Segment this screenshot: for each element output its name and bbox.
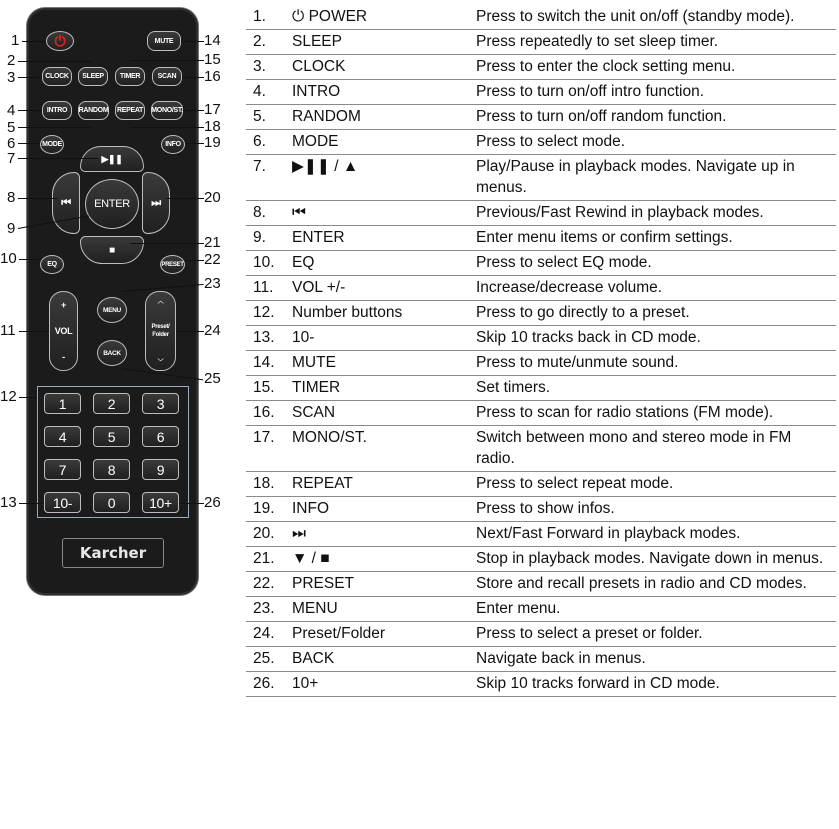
table-row (246, 130, 836, 155)
row-number: 3. (253, 58, 266, 75)
row-number: 13. (253, 329, 275, 346)
leader-line (18, 110, 42, 111)
button-description: Press to select EQ mode. (476, 254, 652, 271)
number-1-button: 1 (44, 393, 81, 414)
table-row (246, 201, 836, 226)
button-name: TIMER (292, 379, 341, 396)
row-number: 8. (253, 204, 266, 221)
button-description: Press to go directly to a preset. (476, 304, 690, 321)
callout-12: 12 (0, 388, 17, 405)
table-row (246, 326, 836, 351)
table-row (246, 376, 836, 401)
row-number: 20. (253, 525, 275, 542)
table-row (246, 672, 836, 697)
leader-line (185, 143, 204, 144)
sleep-button: SLEEP (78, 67, 108, 86)
brand-logo: Karcher (62, 538, 164, 568)
button-description: Next/Fast Forward in playback modes. (476, 525, 741, 542)
row-number: 23. (253, 600, 275, 617)
leader-line (185, 260, 204, 261)
callout-17: 17 (204, 101, 221, 118)
button-description: Set timers. (476, 379, 551, 396)
callout-19: 19 (204, 134, 221, 151)
row-number: 24. (253, 625, 275, 642)
table-row (246, 5, 836, 30)
row-number: 12. (253, 304, 275, 321)
button-description: Skip 10 tracks forward in CD mode. (476, 675, 720, 692)
button-name: REPEAT (292, 475, 353, 492)
button-name: ENTER (292, 229, 345, 246)
row-number: 25. (253, 650, 275, 667)
callout-6: 6 (7, 135, 16, 152)
preset-folder-rocker (145, 291, 176, 371)
table-row (246, 622, 836, 647)
table-row (246, 647, 836, 672)
number-8-button: 8 (93, 459, 130, 480)
callout-16: 16 (204, 68, 221, 85)
back-button: BACK (97, 340, 127, 366)
number-4-button: 4 (44, 426, 81, 447)
leader-line (181, 41, 204, 42)
callout-11: 11 (0, 322, 16, 339)
table-row (246, 597, 836, 622)
button-description-table (246, 5, 836, 697)
row-number: 26. (253, 675, 275, 692)
button-description: Increase/decrease volume. (476, 279, 663, 296)
table-row (246, 497, 836, 522)
number-5-button: 5 (93, 426, 130, 447)
button-description: Store and recall presets in radio and CD modes. (476, 575, 807, 592)
row-number: 14. (253, 354, 275, 371)
leader-line (18, 143, 40, 144)
button-description: Switch between mono and stereo mode in FM radio. (476, 429, 792, 467)
callout-5: 5 (7, 119, 16, 136)
row-number: 10. (253, 254, 275, 271)
callout-2: 2 (7, 52, 16, 69)
button-description: Stop in playback modes. Navigate down in menus. (476, 550, 824, 567)
callout-18: 18 (204, 118, 221, 135)
volume-plus-label: + (61, 300, 66, 310)
callout-4: 4 (7, 102, 16, 119)
button-name: MONO/ST. (292, 429, 367, 446)
row-number: 16. (253, 404, 275, 421)
enter-button: ENTER (85, 179, 139, 229)
plus-10-button: 10+ (142, 492, 179, 513)
button-description: Press to enter the clock setting menu. (476, 58, 736, 75)
button-name: EQ (292, 254, 315, 271)
chevron-down-icon: ﹀ (157, 360, 164, 366)
button-description: Enter menu items or confirm settings. (476, 229, 733, 246)
callout-3: 3 (7, 69, 16, 86)
row-number: 11. (253, 279, 274, 296)
leader-line (18, 198, 58, 199)
preset-folder-label: Preset/ Folder (151, 324, 170, 338)
number-7-button: 7 (44, 459, 81, 480)
mute-button: MUTE (147, 31, 181, 51)
volume-rocker (49, 291, 78, 371)
leader-line (179, 503, 204, 504)
table-row (246, 426, 836, 472)
remote-illustration (0, 0, 240, 610)
intro-button: INTRO (42, 101, 72, 120)
clock-button: CLOCK (42, 67, 72, 86)
mono-stereo-button: MONO/ST. (151, 101, 183, 120)
callout-10: 10 (0, 250, 17, 267)
table-row (246, 251, 836, 276)
button-name: 10- (292, 329, 315, 346)
volume-minus-label: - (62, 352, 65, 362)
row-number: 19. (253, 500, 275, 517)
leader-line (19, 259, 41, 260)
row-number: 6. (253, 133, 266, 150)
leader-line (18, 158, 98, 159)
button-name: MUTE (292, 354, 336, 371)
table-row (246, 276, 836, 301)
leader-line (18, 61, 92, 62)
leader-line (130, 127, 204, 128)
table-row (246, 522, 836, 547)
row-number: 21. (253, 550, 275, 567)
button-description: Press to show infos. (476, 500, 615, 517)
button-name: Number buttons (292, 304, 403, 321)
row-number: 18. (253, 475, 275, 492)
row-number: 5. (253, 108, 266, 125)
button-description: Press to turn on/off random function. (476, 108, 727, 125)
callout-26: 26 (204, 494, 221, 511)
callout-13: 13 (0, 494, 17, 511)
button-name: SCAN (292, 404, 336, 421)
button-name: BACK (292, 650, 335, 667)
button-name: CLOCK (292, 58, 346, 75)
button-name: Preset/Folder (292, 625, 386, 642)
number-0-button: 0 (93, 492, 130, 513)
row-number: 9. (253, 229, 266, 246)
leader-line (182, 77, 204, 78)
button-description: Press to select mode. (476, 133, 626, 150)
callout-8: 8 (7, 189, 16, 206)
number-9-button: 9 (142, 459, 179, 480)
info-button: INFO (161, 135, 185, 154)
chevron-up-icon: ︿ (157, 299, 164, 305)
mode-button: MODE (40, 135, 64, 154)
preset-button: PRESET (160, 255, 185, 274)
callout-14: 14 (204, 32, 221, 49)
leader-line (19, 331, 49, 332)
callout-7: 7 (7, 150, 16, 167)
table-row (246, 226, 836, 251)
row-number: 2. (253, 33, 266, 50)
button-name: 10+ (292, 675, 319, 692)
table-row (246, 472, 836, 497)
eq-button: EQ (40, 255, 64, 274)
row-number: 15. (253, 379, 275, 396)
leader-line (166, 198, 204, 199)
button-name: PRESET (292, 575, 355, 592)
previous-button: ⏮ (52, 172, 80, 234)
random-button: RANDOM (78, 101, 109, 120)
table-row (246, 80, 836, 105)
table-row (246, 301, 836, 326)
scan-button: SCAN (152, 67, 182, 86)
button-name: MODE (292, 133, 339, 150)
row-number: 1. (253, 8, 266, 25)
button-name: ⏭ (292, 525, 306, 542)
callout-20: 20 (204, 189, 221, 206)
button-name: ⏮ (292, 204, 306, 221)
callout-22: 22 (204, 251, 221, 268)
button-description: Press to scan for radio stations (FM mode). (476, 404, 774, 421)
leader-line (130, 243, 204, 244)
table-row (246, 351, 836, 376)
leader-line (19, 397, 37, 398)
row-number: 17. (253, 429, 275, 446)
button-description: Press to turn on/off intro function. (476, 83, 705, 100)
table-row (246, 401, 836, 426)
button-description: Navigate back in menus. (476, 650, 646, 667)
callout-1: 1 (11, 32, 20, 49)
next-button: ⏭ (142, 172, 170, 234)
callout-15: 15 (204, 51, 221, 68)
menu-button: MENU (97, 297, 127, 323)
callout-9: 9 (7, 220, 16, 237)
button-name: INTRO (292, 83, 341, 100)
table-row (246, 155, 836, 201)
button-description: Press to select a preset or folder. (476, 625, 703, 642)
button-name: VOL +/- (292, 279, 346, 296)
row-number: 22. (253, 575, 275, 592)
minus-10-button: 10- (44, 492, 81, 513)
leader-line (176, 331, 204, 332)
callout-21: 21 (204, 234, 221, 251)
repeat-button: REPEAT (115, 101, 145, 120)
timer-button: TIMER (115, 67, 145, 86)
button-description: Enter menu. (476, 600, 561, 617)
button-description: Press to mute/unmute sound. (476, 354, 679, 371)
leader-line (130, 60, 204, 61)
volume-label: VOL (54, 326, 73, 336)
leader-line (18, 77, 42, 78)
button-name: ▶❚❚ / ▲ (292, 158, 359, 175)
number-3-button: 3 (142, 393, 179, 414)
leader-line (183, 110, 204, 111)
leader-line (18, 127, 92, 128)
button-description: Skip 10 tracks back in CD mode. (476, 329, 701, 346)
stop-down-button: ■ (80, 236, 144, 264)
callout-23: 23 (204, 275, 221, 292)
power-button: ⏻ (46, 31, 74, 51)
row-number: 7. (253, 158, 266, 175)
button-description: Press repeatedly to set sleep timer. (476, 33, 719, 50)
leader-line (19, 503, 44, 504)
button-name: ⏻ POWER (292, 8, 368, 25)
number-2-button: 2 (93, 393, 130, 414)
button-description: Press to select repeat mode. (476, 475, 674, 492)
table-row (246, 30, 836, 55)
button-description: Play/Pause in playback modes. Navigate up in menus. (476, 158, 795, 196)
button-name: MENU (292, 600, 338, 617)
table-row (246, 55, 836, 80)
play-pause-up-button: ▶❚❚ (80, 146, 144, 172)
button-name: RANDOM (292, 108, 361, 125)
button-description: Previous/Fast Rewind in playback modes. (476, 204, 764, 221)
button-name: ▼ / ■ (292, 550, 330, 567)
row-number: 4. (253, 83, 266, 100)
callout-24: 24 (204, 322, 221, 339)
leader-line (22, 41, 46, 42)
number-6-button: 6 (142, 426, 179, 447)
table-row (246, 105, 836, 130)
callout-25: 25 (204, 370, 221, 387)
button-name: SLEEP (292, 33, 342, 50)
table-row (246, 547, 836, 572)
button-description: Press to switch the unit on/off (standby mode). (476, 8, 795, 25)
button-name: INFO (292, 500, 330, 517)
table-row (246, 572, 836, 597)
